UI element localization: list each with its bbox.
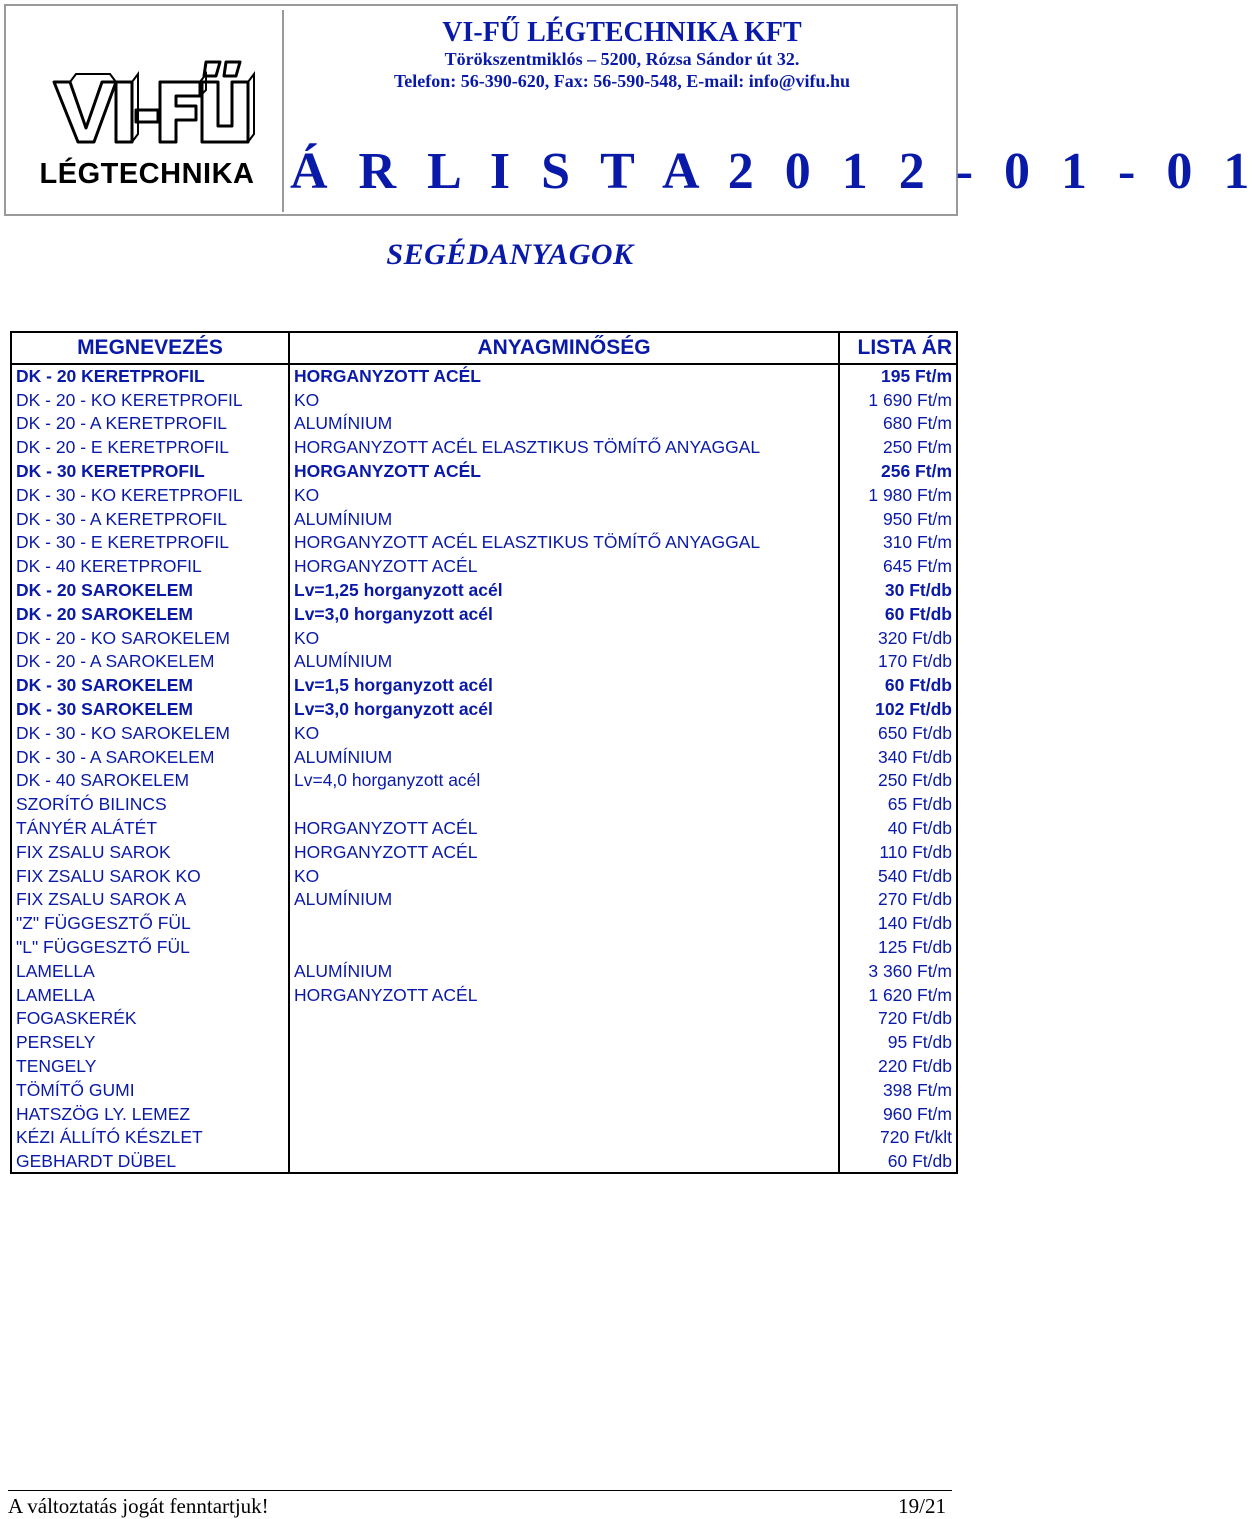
cell-price: 170 Ft/db — [839, 650, 957, 674]
cell-name: DK - 30 - E KERETPROFIL — [11, 531, 289, 555]
table-row — [11, 507, 957, 531]
cell-name: DK - 30 - A KERETPROFIL — [11, 507, 289, 531]
table-row — [11, 1102, 957, 1126]
cell-name: DK - 20 - KO SAROKELEM — [11, 626, 289, 650]
cell-price: 650 Ft/db — [839, 721, 957, 745]
cell-material: Lv=1,5 horganyzott acél — [289, 673, 839, 697]
logo-text: LÉGTECHNIKA — [39, 158, 255, 190]
cell-material: Lv=3,0 horganyzott acél — [289, 602, 839, 626]
cell-price: 40 Ft/db — [839, 816, 957, 840]
table-row — [11, 364, 957, 388]
table-row — [11, 554, 957, 578]
cell-material: KO — [289, 483, 839, 507]
table-row — [11, 792, 957, 816]
cell-price: 270 Ft/db — [839, 888, 957, 912]
cell-material — [289, 911, 839, 935]
table-row — [11, 435, 957, 459]
cell-name: DK - 30 - KO SAROKELEM — [11, 721, 289, 745]
cell-name: TÁNYÉR ALÁTÉT — [11, 816, 289, 840]
cell-price: 195 Ft/m — [839, 364, 957, 388]
cell-price: 320 Ft/db — [839, 626, 957, 650]
table-row — [11, 412, 957, 436]
table-row — [11, 864, 957, 888]
cell-price: 60 Ft/db — [839, 673, 957, 697]
cell-price: 680 Ft/m — [839, 412, 957, 436]
cell-material — [289, 1149, 839, 1173]
table-body — [11, 364, 957, 1173]
cell-price: 30 Ft/db — [839, 578, 957, 602]
table-row — [11, 650, 957, 674]
cell-price: 310 Ft/m — [839, 531, 957, 555]
cell-name: FIX ZSALU SAROK KO — [11, 864, 289, 888]
cell-material: ALUMÍNIUM — [289, 745, 839, 769]
cell-material — [289, 1102, 839, 1126]
cell-price: 398 Ft/m — [839, 1078, 957, 1102]
cell-material: KO — [289, 388, 839, 412]
cell-price: 720 Ft/db — [839, 1007, 957, 1031]
cell-price: 60 Ft/db — [839, 1149, 957, 1173]
section-title: SEGÉDANYAGOK — [386, 238, 634, 271]
cell-price: 540 Ft/db — [839, 864, 957, 888]
table-row — [11, 745, 957, 769]
table-row — [11, 1149, 957, 1173]
table-row — [11, 959, 957, 983]
footer-divider — [8, 1490, 952, 1491]
cell-material: HORGANYZOTT ACÉL ELASZTIKUS TÖMÍTŐ ANYAGGAL — [289, 531, 839, 555]
cell-name: LAMELLA — [11, 983, 289, 1007]
footer-note: A változtatás jogát fenntartjuk! — [8, 1494, 269, 1518]
cell-price: 110 Ft/db — [839, 840, 957, 864]
cell-price: 1 690 Ft/m — [839, 388, 957, 412]
cell-name: PERSELY — [11, 1030, 289, 1054]
cell-price: 340 Ft/db — [839, 745, 957, 769]
cell-material — [289, 1054, 839, 1078]
table-row — [11, 626, 957, 650]
cell-material: KO — [289, 864, 839, 888]
cell-name: DK - 20 SAROKELEM — [11, 602, 289, 626]
table-row — [11, 388, 957, 412]
cell-name: DK - 20 KERETPROFIL — [11, 364, 289, 388]
cell-material: ALUMÍNIUM — [289, 412, 839, 436]
cell-material: HORGANYZOTT ACÉL — [289, 554, 839, 578]
table-row — [11, 888, 957, 912]
logo-graphic — [10, 10, 284, 160]
cell-name: DK - 30 - KO KERETPROFIL — [11, 483, 289, 507]
cell-material — [289, 935, 839, 959]
cell-price: 720 Ft/klt — [839, 1126, 957, 1150]
table-row — [11, 769, 957, 793]
cell-material: Lv=1,25 horganyzott acél — [289, 578, 839, 602]
cell-price: 140 Ft/db — [839, 911, 957, 935]
company-logo — [10, 10, 284, 212]
company-info — [290, 18, 954, 92]
cell-name: FOGASKERÉK — [11, 1007, 289, 1031]
cell-name: DK - 30 KERETPROFIL — [11, 459, 289, 483]
cell-material: HORGANYZOTT ACÉL — [289, 459, 839, 483]
table-row — [11, 1054, 957, 1078]
cell-material: HORGANYZOTT ACÉL — [289, 840, 839, 864]
cell-name: SZORÍTÓ BILINCS — [11, 792, 289, 816]
cell-name: DK - 20 - KO KERETPROFIL — [11, 388, 289, 412]
table-row — [11, 459, 957, 483]
cell-name: DK - 20 SAROKELEM — [11, 578, 289, 602]
cell-material: Lv=3,0 horganyzott acél — [289, 697, 839, 721]
cell-name: LAMELLA — [11, 959, 289, 983]
table-row — [11, 483, 957, 507]
table-row — [11, 673, 957, 697]
header-material: ANYAGMINŐSÉG — [289, 332, 839, 364]
table-row — [11, 1126, 957, 1150]
table-row — [11, 721, 957, 745]
page-number: 19/21 — [898, 1494, 946, 1518]
cell-name: DK - 30 SAROKELEM — [11, 673, 289, 697]
cell-material: HORGANYZOTT ACÉL — [289, 364, 839, 388]
cell-price: 250 Ft/m — [839, 435, 957, 459]
cell-material: KO — [289, 721, 839, 745]
page-header — [4, 4, 1258, 216]
cell-material — [289, 792, 839, 816]
cell-name: TENGELY — [11, 1054, 289, 1078]
cell-material — [289, 1078, 839, 1102]
cell-price: 960 Ft/m — [839, 1102, 957, 1126]
cell-name: DK - 40 KERETPROFIL — [11, 554, 289, 578]
table-row — [11, 602, 957, 626]
table-row — [11, 697, 957, 721]
company-address: Törökszentmiklós – 5200, Rózsa Sándor út 32. — [444, 49, 800, 69]
table-row — [11, 983, 957, 1007]
cell-material: HORGANYZOTT ACÉL ELASZTIKUS TÖMÍTŐ ANYAGGAL — [289, 435, 839, 459]
cell-material — [289, 1126, 839, 1150]
cell-material: ALUMÍNIUM — [289, 507, 839, 531]
table-row — [11, 1007, 957, 1031]
cell-price: 3 360 Ft/m — [839, 959, 957, 983]
cell-material — [289, 1007, 839, 1031]
cell-material: ALUMÍNIUM — [289, 650, 839, 674]
cell-price: 645 Ft/m — [839, 554, 957, 578]
cell-name: FIX ZSALU SAROK — [11, 840, 289, 864]
cell-price: 1 980 Ft/m — [839, 483, 957, 507]
cell-price: 950 Ft/m — [839, 507, 957, 531]
cell-name: TÖMÍTŐ GUMI — [11, 1078, 289, 1102]
cell-name: "Z" FÜGGESZTŐ FÜL — [11, 911, 289, 935]
cell-price: 102 Ft/db — [839, 697, 957, 721]
cell-material: HORGANYZOTT ACÉL — [289, 983, 839, 1007]
cell-material: ALUMÍNIUM — [289, 959, 839, 983]
cell-price: 256 Ft/m — [839, 459, 957, 483]
table-row — [11, 531, 957, 555]
cell-name: GEBHARDT DÜBEL — [11, 1149, 289, 1173]
cell-price: 220 Ft/db — [839, 1054, 957, 1078]
cell-material: ALUMÍNIUM — [289, 888, 839, 912]
table-row — [11, 935, 957, 959]
cell-name: DK - 30 - A SAROKELEM — [11, 745, 289, 769]
cell-price: 125 Ft/db — [839, 935, 957, 959]
table-row — [11, 816, 957, 840]
header-name: MEGNEVEZÉS — [11, 332, 289, 364]
cell-price: 1 620 Ft/m — [839, 983, 957, 1007]
cell-material: Lv=4,0 horganyzott acél — [289, 769, 839, 793]
cell-name: DK - 30 SAROKELEM — [11, 697, 289, 721]
table-row — [11, 911, 957, 935]
cell-price: 60 Ft/db — [839, 602, 957, 626]
cell-name: DK - 40 SAROKELEM — [11, 769, 289, 793]
cell-price: 65 Ft/db — [839, 792, 957, 816]
cell-name: DK - 20 - A SAROKELEM — [11, 650, 289, 674]
table-row — [11, 1030, 957, 1054]
cell-name: DK - 20 - A KERETPROFIL — [11, 412, 289, 436]
header-price: LISTA ÁR — [839, 332, 957, 364]
price-list-title: Á R L I S T A 2 0 1 2 - 0 1 - 0 1 — [290, 143, 1258, 200]
cell-material: HORGANYZOTT ACÉL — [289, 816, 839, 840]
cell-name: KÉZI ÁLLÍTÓ KÉSZLET — [11, 1126, 289, 1150]
price-table — [10, 331, 958, 1174]
cell-name: "L" FÜGGESZTŐ FÜL — [11, 935, 289, 959]
company-name: VI-FŰ LÉGTECHNIKA KFT — [442, 17, 802, 48]
cell-material: KO — [289, 626, 839, 650]
cell-name: FIX ZSALU SAROK A — [11, 888, 289, 912]
company-contact: Telefon: 56-390-620, Fax: 56-590-548, E-mail: info@vifu.hu — [393, 71, 851, 91]
table-header-row — [11, 332, 957, 364]
cell-material — [289, 1030, 839, 1054]
table-row — [11, 840, 957, 864]
cell-price: 95 Ft/db — [839, 1030, 957, 1054]
table-row — [11, 578, 957, 602]
cell-name: DK - 20 - E KERETPROFIL — [11, 435, 289, 459]
cell-name: HATSZÖG LY. LEMEZ — [11, 1102, 289, 1126]
table-row — [11, 1078, 957, 1102]
cell-price: 250 Ft/db — [839, 769, 957, 793]
